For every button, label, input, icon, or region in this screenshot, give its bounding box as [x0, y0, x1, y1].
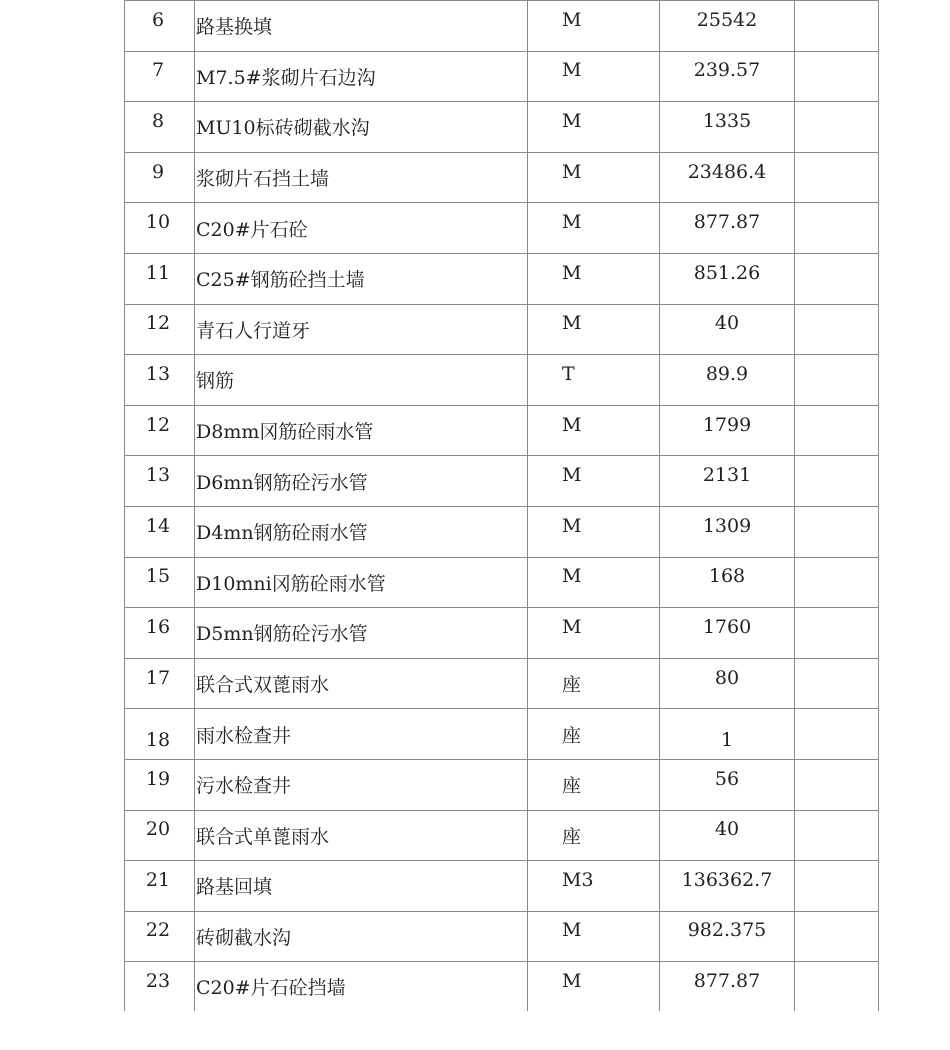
table-row	[125, 203, 879, 254]
item-name: 青石人行道牙	[196, 319, 311, 342]
quantity-table-container	[124, 0, 879, 1011]
remarks-cell	[795, 709, 879, 760]
quantity-cell	[660, 759, 795, 810]
item-name: 联合式单蓖雨水	[196, 825, 330, 848]
row-number-cell	[125, 203, 195, 254]
remarks-cell	[795, 456, 879, 507]
row-number-cell	[125, 405, 195, 456]
row-number: 19	[145, 767, 171, 790]
quantity-cell	[660, 51, 795, 102]
item-name-cell	[195, 911, 528, 962]
remarks-cell	[795, 51, 879, 102]
quantity: 1	[720, 729, 734, 752]
quantity: 1799	[702, 413, 752, 436]
unit-cell	[528, 304, 660, 355]
remarks-cell	[795, 506, 879, 557]
quantity: 168	[708, 565, 746, 588]
row-number: 7	[151, 59, 165, 82]
row-number: 10	[145, 211, 171, 234]
row-number-cell	[125, 51, 195, 102]
unit: M	[562, 615, 582, 638]
quantity-cell	[660, 658, 795, 709]
item-name-cell	[195, 102, 528, 153]
item-name-cell	[195, 810, 528, 861]
unit-cell	[528, 608, 660, 659]
quantity: 239.57	[693, 59, 761, 82]
quantity: 982.375	[687, 919, 767, 942]
row-number: 13	[145, 362, 171, 385]
remarks-cell	[795, 355, 879, 406]
row-number-cell	[125, 658, 195, 709]
item-name-cell	[195, 709, 528, 760]
row-number-cell	[125, 962, 195, 1012]
row-number: 21	[145, 868, 171, 891]
unit-cell	[528, 962, 660, 1012]
remarks-cell	[795, 253, 879, 304]
quantity: 56	[714, 767, 740, 790]
unit: 座	[562, 825, 582, 848]
unit: T	[562, 362, 575, 385]
quantity-cell	[660, 456, 795, 507]
unit: M	[562, 514, 582, 537]
row-number-cell	[125, 709, 195, 760]
quantity-cell	[660, 861, 795, 912]
item-name-cell	[195, 456, 528, 507]
item-name: 砖砌截水沟	[196, 926, 292, 949]
item-name: D8mm冈筋砼雨水管	[196, 421, 374, 444]
item-name-cell	[195, 1, 528, 52]
unit: M	[562, 261, 582, 284]
unit-cell	[528, 355, 660, 406]
quantity: 40	[714, 312, 740, 335]
row-number: 12	[145, 312, 171, 335]
table-row	[125, 962, 879, 1012]
unit: M	[562, 8, 582, 31]
unit-cell	[528, 709, 660, 760]
item-name: 浆砌片石挡土墙	[196, 168, 330, 191]
row-number: 13	[145, 464, 171, 487]
unit-cell	[528, 506, 660, 557]
remarks-cell	[795, 962, 879, 1012]
table-row	[125, 102, 879, 153]
table-row	[125, 304, 879, 355]
remarks-cell	[795, 102, 879, 153]
item-name: 联合式双蓖雨水	[196, 674, 330, 697]
remarks-cell	[795, 1, 879, 52]
row-number: 6	[151, 8, 165, 31]
row-number: 17	[145, 666, 171, 689]
unit: 座	[562, 775, 582, 798]
unit: M	[562, 919, 582, 942]
item-name: D4mn钢筋砼雨水管	[196, 522, 368, 545]
row-number-cell	[125, 759, 195, 810]
quantity-table	[124, 0, 879, 1011]
item-name: 雨水检查井	[196, 724, 292, 747]
row-number: 18	[145, 729, 171, 752]
item-name: 钢筋	[196, 370, 235, 393]
item-name-cell	[195, 608, 528, 659]
table-row	[125, 557, 879, 608]
remarks-cell	[795, 152, 879, 203]
row-number-cell	[125, 506, 195, 557]
table-row	[125, 911, 879, 962]
table-body	[125, 1, 879, 1012]
row-number-cell	[125, 911, 195, 962]
item-name: D10mni冈筋砼雨水管	[196, 572, 386, 595]
item-name: 污水检查井	[196, 775, 292, 798]
row-number: 20	[145, 818, 171, 841]
quantity-cell	[660, 506, 795, 557]
unit: 座	[562, 724, 582, 747]
item-name: 路基回填	[196, 876, 273, 899]
unit-cell	[528, 911, 660, 962]
table-row	[125, 759, 879, 810]
unit: M	[562, 59, 582, 82]
quantity-cell	[660, 405, 795, 456]
item-name: MU10标砖砌截水沟	[196, 117, 370, 140]
item-name: 路基换填	[196, 16, 273, 39]
quantity: 851.26	[693, 261, 761, 284]
quantity: 877.87	[693, 969, 761, 992]
row-number: 16	[145, 615, 171, 638]
quantity: 1335	[702, 109, 752, 132]
item-name-cell	[195, 506, 528, 557]
quantity-cell	[660, 810, 795, 861]
table-row	[125, 658, 879, 709]
quantity-cell	[660, 709, 795, 760]
remarks-cell	[795, 810, 879, 861]
table-row	[125, 506, 879, 557]
table-row	[125, 861, 879, 912]
unit-cell	[528, 253, 660, 304]
table-row	[125, 1, 879, 52]
item-name-cell	[195, 253, 528, 304]
quantity-cell	[660, 962, 795, 1012]
unit-cell	[528, 152, 660, 203]
row-number: 15	[145, 565, 171, 588]
row-number: 23	[145, 969, 171, 992]
remarks-cell	[795, 608, 879, 659]
row-number-cell	[125, 304, 195, 355]
quantity: 136362.7	[681, 868, 773, 891]
table-row	[125, 456, 879, 507]
unit: M	[562, 565, 582, 588]
unit-cell	[528, 51, 660, 102]
unit: 座	[562, 674, 582, 697]
quantity: 89.9	[705, 362, 749, 385]
quantity-cell	[660, 1, 795, 52]
unit-cell	[528, 1, 660, 52]
unit-cell	[528, 557, 660, 608]
row-number-cell	[125, 1, 195, 52]
remarks-cell	[795, 911, 879, 962]
item-name-cell	[195, 51, 528, 102]
item-name-cell	[195, 557, 528, 608]
unit-cell	[528, 861, 660, 912]
row-number-cell	[125, 253, 195, 304]
unit-cell	[528, 102, 660, 153]
unit: M	[562, 211, 582, 234]
row-number-cell	[125, 557, 195, 608]
unit-cell	[528, 658, 660, 709]
unit: M	[562, 312, 582, 335]
remarks-cell	[795, 658, 879, 709]
unit-cell	[528, 456, 660, 507]
quantity: 2131	[702, 464, 752, 487]
remarks-cell	[795, 557, 879, 608]
row-number-cell	[125, 456, 195, 507]
quantity-cell	[660, 304, 795, 355]
row-number: 9	[151, 160, 165, 183]
table-row	[125, 152, 879, 203]
item-name: C20#片石砼挡墙	[196, 977, 346, 1000]
quantity: 23486.4	[687, 160, 767, 183]
item-name: D5mn钢筋砼污水管	[196, 623, 368, 646]
unit-cell	[528, 810, 660, 861]
unit: M	[562, 464, 582, 487]
row-number-cell	[125, 152, 195, 203]
quantity-cell	[660, 102, 795, 153]
item-name-cell	[195, 759, 528, 810]
item-name: D6mn钢筋砼污水管	[196, 471, 368, 494]
table-row	[125, 608, 879, 659]
item-name: C20#片石砼	[196, 218, 308, 241]
remarks-cell	[795, 304, 879, 355]
row-number-cell	[125, 810, 195, 861]
quantity-cell	[660, 253, 795, 304]
item-name-cell	[195, 405, 528, 456]
quantity: 40	[714, 818, 740, 841]
table-row	[125, 253, 879, 304]
table-row	[125, 810, 879, 861]
quantity: 1309	[702, 514, 752, 537]
row-number: 14	[145, 514, 171, 537]
unit: M3	[562, 868, 594, 891]
quantity: 80	[714, 666, 740, 689]
quantity-cell	[660, 911, 795, 962]
unit-cell	[528, 203, 660, 254]
unit-cell	[528, 759, 660, 810]
table-row	[125, 405, 879, 456]
quantity: 1760	[702, 615, 752, 638]
item-name-cell	[195, 355, 528, 406]
row-number: 12	[145, 413, 171, 436]
item-name-cell	[195, 304, 528, 355]
quantity: 877.87	[693, 211, 761, 234]
item-name-cell	[195, 861, 528, 912]
remarks-cell	[795, 405, 879, 456]
unit: M	[562, 160, 582, 183]
quantity-cell	[660, 152, 795, 203]
table-row	[125, 51, 879, 102]
row-number-cell	[125, 861, 195, 912]
item-name-cell	[195, 962, 528, 1012]
item-name-cell	[195, 152, 528, 203]
row-number: 22	[145, 919, 171, 942]
item-name-cell	[195, 658, 528, 709]
quantity-cell	[660, 203, 795, 254]
remarks-cell	[795, 759, 879, 810]
remarks-cell	[795, 861, 879, 912]
row-number: 11	[145, 261, 171, 284]
remarks-cell	[795, 203, 879, 254]
item-name: C25#钢筋砼挡土墙	[196, 269, 365, 292]
quantity-cell	[660, 608, 795, 659]
item-name-cell	[195, 203, 528, 254]
quantity: 25542	[696, 8, 758, 31]
unit: M	[562, 413, 582, 436]
unit-cell	[528, 405, 660, 456]
row-number: 8	[151, 109, 165, 132]
row-number-cell	[125, 608, 195, 659]
unit: M	[562, 109, 582, 132]
row-number-cell	[125, 102, 195, 153]
quantity-cell	[660, 557, 795, 608]
item-name: M7.5#浆砌片石边沟	[196, 66, 376, 89]
row-number-cell	[125, 355, 195, 406]
table-row	[125, 709, 879, 760]
table-row	[125, 355, 879, 406]
unit: M	[562, 969, 582, 992]
quantity-cell	[660, 355, 795, 406]
